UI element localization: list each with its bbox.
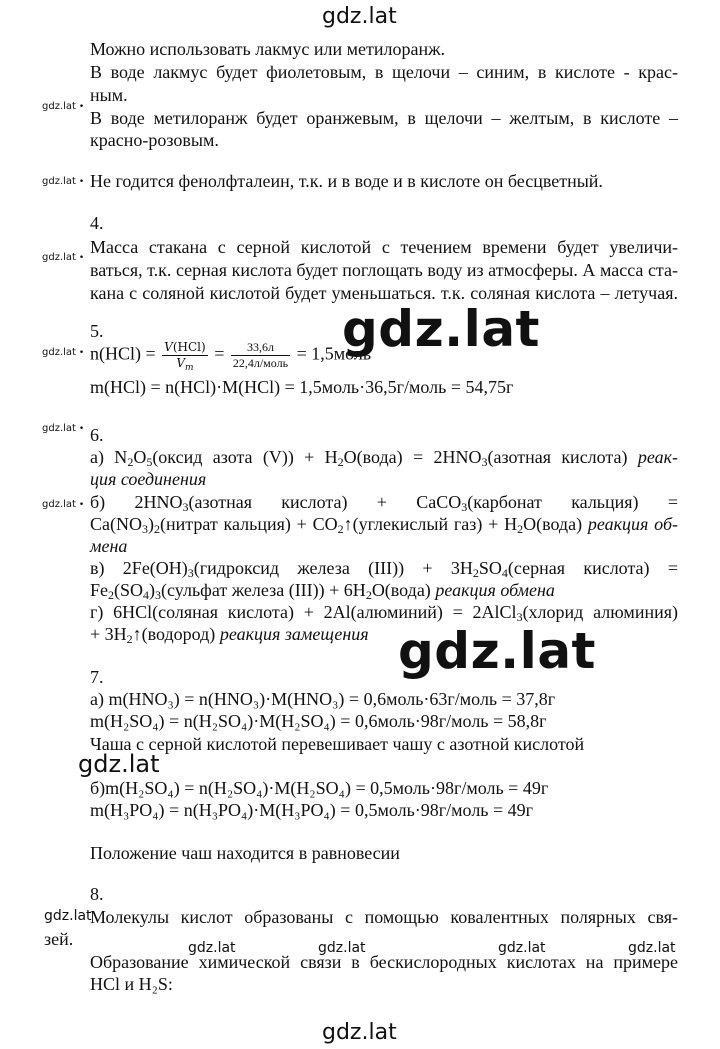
reaction-v-cont: $Fe_2(SO_4)_3(сульфат$ железа $(III)) + 6H_2O(вода)$ реакция обмена xyxy=(90,580,555,602)
text-line: Не годится фенолфталеин, т.к. и в воде и в кислоте он бесцветный. xyxy=(90,171,603,191)
task-number: 6. xyxy=(90,425,104,445)
task-number: 4. xyxy=(90,213,104,233)
reaction-b-cont: $Ca(NO_3)_2(нитрат$ кальция) + $CO_2↑(углекислый$ $газ) + H_2O(вода)$ реакция об- xyxy=(90,514,678,536)
reaction-g: г) 6HCl(соляная кислота) + 2Al(алюминий) = 2AlCl$_3$(хлорид алюминия) xyxy=(90,602,678,624)
watermark-tiny: gdz.lat xyxy=(44,908,92,924)
text-line: m(H₂SO₄) = n(H₂SO₄)·M(H₂SO₄) = 0,6моль·98г/моль = 58,8г xyxy=(90,711,547,731)
text-line: Образование химической связи в бескислородных кислотах на примере xyxy=(90,952,678,972)
formula-lhs: n(HCl) = xyxy=(90,343,156,364)
reaction-type: ция соединения xyxy=(90,469,207,489)
formula-result: = 1,5моль xyxy=(296,343,372,364)
watermark-small: gdz.lat • xyxy=(42,499,84,510)
text-line: Чаша с серной кислотой перевешивает чашу с азотной кислотой xyxy=(90,734,585,754)
text-line: Масса стакана с серной кислотой с течением времени будет увеличи- xyxy=(90,237,678,257)
watermark-bottom: gdz.lat xyxy=(322,1020,397,1045)
text-line: В воде лакмус будет фиолетовым, в щелочи – синим, в кислоте - крас- xyxy=(90,62,678,82)
text-line: кана с соляной кислотой будет уменьшаться. т.к. соляная кислота – летучая. xyxy=(90,283,678,303)
reaction-a: а) $N_2O_5(оксид$ азота $(V)) + H_2O(вода)$ = $2HNO_3(азотная$ кислота) реак- xyxy=(90,447,678,469)
text-line: В воде метилоранж будет оранжевым, в щелочи – желтым, в кислоте – xyxy=(90,108,678,128)
text-line: HCl и H₂S: xyxy=(90,974,173,994)
watermark-small: gdz.lat • xyxy=(42,252,84,263)
watermark-tiny: gdz.lat xyxy=(188,940,236,956)
formula-n-hcl: n(HCl) = $\frac{\text{V(HCl)}}{V_m}$ = $\frac{33,6л}{\text{22,4л/моль}}$ = 1,5моль xyxy=(90,340,372,373)
reaction-b: б) $2HNO_3(азотная$ кислота) + CaCO$_3$(карбонат кальция) = xyxy=(90,492,679,514)
watermark-tiny: gdz.lat xyxy=(628,940,676,956)
task-number: 5. xyxy=(90,321,104,341)
watermark-big: gdz.lat xyxy=(342,300,540,358)
text-line: Положение чаш находится в равновесии xyxy=(90,843,400,863)
watermark-big: gdz.lat xyxy=(398,622,596,680)
watermark-small: gdz.lat • xyxy=(42,101,84,112)
reaction-type: мена xyxy=(90,536,128,556)
watermark-small: gdz.lat • xyxy=(42,347,84,358)
text-line: Молекулы кислот образованы с помощью ковалентных полярных свя- xyxy=(90,907,678,927)
watermark-small: gdz.lat • xyxy=(42,423,84,434)
text-line: красно-розовым. xyxy=(90,130,219,150)
watermark-tiny: gdz.lat xyxy=(498,940,546,956)
reaction-v: в) $2Fe(OH)_3(гидроксид$ железа $(III)) + 3H_2SO_4(серная$ кислота) = xyxy=(90,558,678,580)
text-line: ваться, т.к. серная кислота будет поглощать воду из атмосферы. А масса ста- xyxy=(90,260,678,280)
text-line: Можно использовать лакмус или метилоранж. xyxy=(90,39,446,59)
reaction-g-cont: + $3H_2↑(водород)$ реакция замещения xyxy=(90,624,369,646)
fraction-volume: $\frac{\text{V(HCl)}}{V_m}$ xyxy=(164,340,206,373)
text-line: а) m(HNO₃) = n(HNO₃)·M(HNO₃) = 0,6моль·63г/моль = 37,8г xyxy=(90,689,556,709)
fraction-values: $\frac{33,6л}{\text{22,4л/моль}}$ xyxy=(232,340,289,370)
watermark-top: gdz.lat xyxy=(322,4,397,29)
text-line: m(H₃PO₄) = n(H₃PO₄)·M(H₃PO₄) = 0,5моль·98г/моль = 49г xyxy=(90,800,534,820)
watermark-small: gdz.lat • xyxy=(42,176,84,187)
text-line: ным. xyxy=(90,85,128,105)
text-line: m(HCl) = n(HCl)·M(HCl) = 1,5моль·36,5г/моль = 54,75г xyxy=(90,377,514,397)
text-line: б)m(H₂SO₄) = n(H₂SO₄)·M(H₂SO₄) = 0,5моль·98г/моль = 49г xyxy=(90,778,549,798)
watermark-mid: gdz.lat xyxy=(78,750,160,778)
task-number: 8. xyxy=(90,884,104,904)
task-number: 7. xyxy=(90,667,104,687)
text-line: зей. xyxy=(44,929,74,949)
watermark-tiny: gdz.lat xyxy=(318,940,366,956)
